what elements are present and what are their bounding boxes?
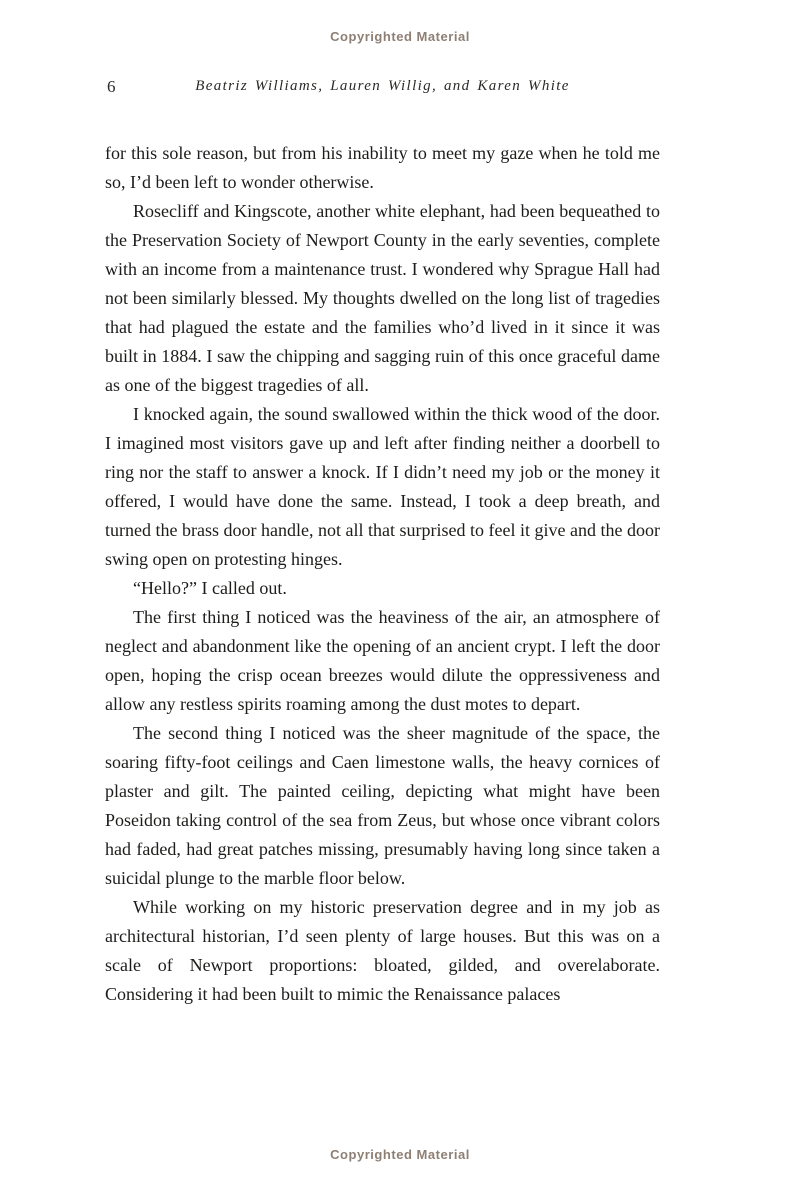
body-text [105,139,660,1009]
page-header [105,77,660,95]
page-number: 6 [107,77,116,96]
paragraph: “Hello?” I called out. [133,578,287,598]
paragraph: I knocked again, the sound swallowed within the thick wood of the door. I imagined most visitors gave up and left after finding neither a doorbell to ring nor the staff to answer a knock. If I didn’t need my job or the money it offered, I would have done the same. Instead, I took a deep breath, and turned the brass door handle, not all that surprised to feel it give and the door swing open on protesting hinges. [105,404,660,569]
paragraph: Rosecliff and Kingscote, another white elephant, had been bequeathed to the Preservation Society of Newport County in the early seventies, complete with an income from a maintenance trust. I wondered why Sprague Hall had not been similarly blessed. My thoughts dwelled on the long list of tragedies that had plagued the estate and the families who’d lived in it since it was built in 1884. I saw the chipping and sagging ruin of this once graceful dame as one of the biggest tragedies of all. [105,201,660,395]
paragraph: While working on my historic preservation degree and in my job as architectural historian, I’d seen plenty of large houses. But this was on a scale of Newport proportions: bloated, gilded, and overelaborate. Considering it had been built to mimic the Renaissance palaces [105,897,660,1004]
copyright-notice-top: Copyrighted Material [330,29,470,44]
running-head: Beatriz Williams, Lauren Willig, and Karen White [195,78,570,94]
paragraph: The second thing I noticed was the sheer magnitude of the space, the soaring fifty-foot ceilings and Caen limestone walls, the heavy cornices of plaster and gilt. The painted ceiling, depicting what might have been Poseidon taking control of the sea from Zeus, but whose once vibrant colors had faded, had great patches missing, presumably having long since taken a suicidal plunge to the marble floor below. [105,723,660,888]
copyright-notice-bottom: Copyrighted Material [330,1147,470,1162]
paragraph: for this sole reason, but from his inability to meet my gaze when he told me so, I’d been left to wonder otherwise. [105,143,660,192]
paragraph: The first thing I noticed was the heaviness of the air, an atmosphere of neglect and abandonment like the opening of an ancient crypt. I left the door open, hoping the crisp ocean breezes would dilute the oppressiveness and allow any restless spirits roaming among the dust motes to depart. [105,607,660,714]
